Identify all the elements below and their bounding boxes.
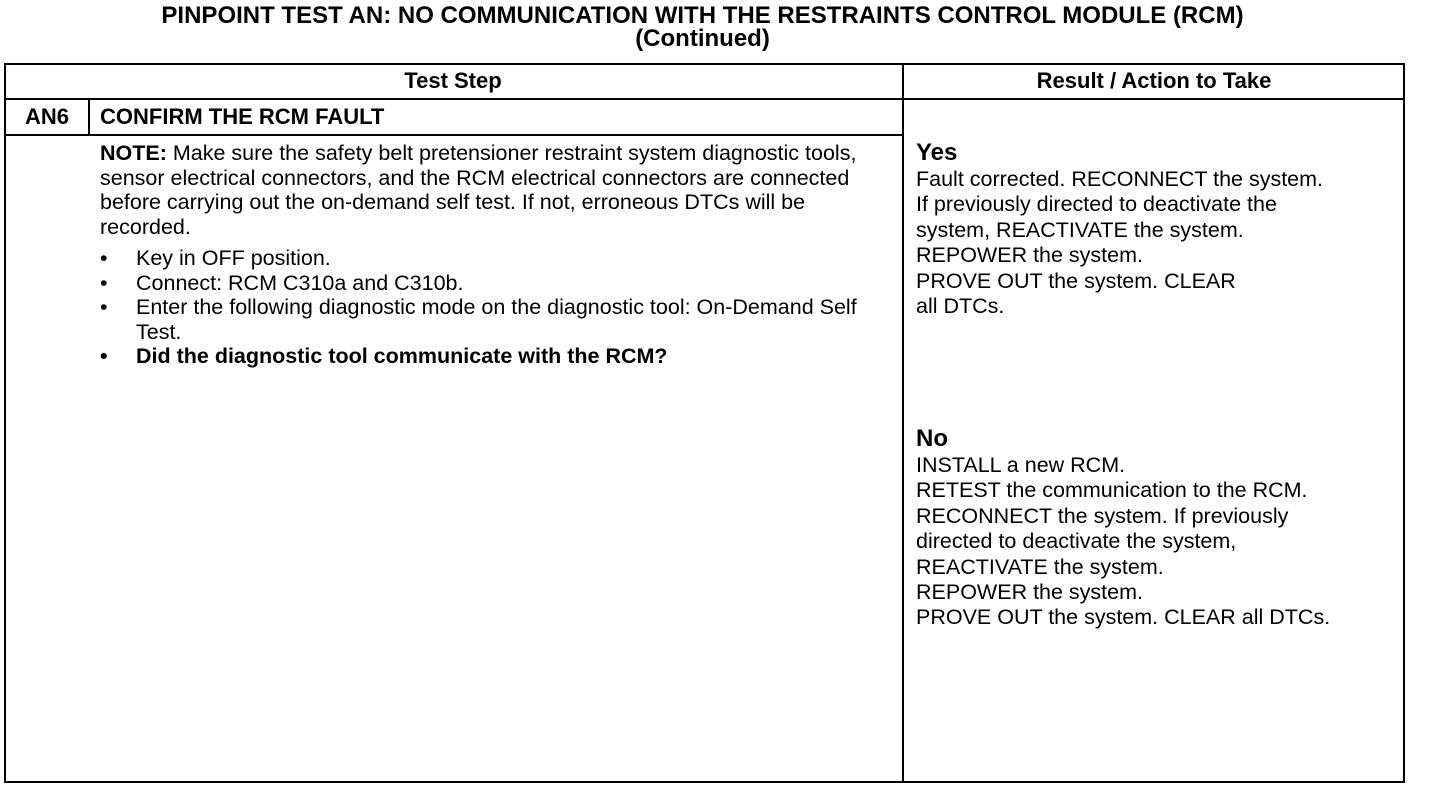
result-header: Result / Action to Take [1036, 68, 1272, 93]
list-item [100, 295, 890, 344]
list-item: If previously directed to deactivate the [916, 192, 1277, 217]
page-subtitle: (Continued) [635, 25, 770, 52]
result-no-lines [916, 453, 1402, 631]
note-label: NOTE: [100, 141, 167, 165]
step-title-divider [4, 134, 903, 136]
step-title: CONFIRM THE RCM FAULT [100, 104, 385, 129]
list-item: Fault corrected. RECONNECT the system. [916, 167, 1324, 191]
list-item: all DTCs. [916, 294, 1005, 319]
bullet-text: Enter the following diagnostic mode on the diagnostic tool: On-Demand Self Test. [136, 295, 857, 344]
list-item: RECONNECT the system. If previously [916, 503, 1289, 528]
bullet-text: Key in OFF position. [136, 246, 331, 270]
list-item: REPOWER the system. [916, 580, 1143, 605]
list-item: REACTIVATE the system. [916, 554, 1164, 579]
result-yes-label: Yes [916, 139, 958, 166]
list-item: PROVE OUT the system. CLEAR [916, 268, 1236, 293]
result-no [916, 425, 1402, 631]
result-yes [916, 139, 1402, 319]
bullet-text: Did the diagnostic tool communicate with the RCM? [136, 344, 668, 369]
bullet-icon: • [100, 344, 108, 369]
list-item: directed to deactivate the system, [916, 529, 1237, 554]
list-item: system, REACTIVATE the system. [916, 217, 1244, 242]
step-bullet-list [100, 246, 890, 369]
result-no-label: No [916, 425, 948, 452]
test-step-header: Test Step [404, 68, 502, 93]
note-text: Make sure the safety belt pretensioner restraint system diagnostic tools, sensor electrical connectors, and the RCM electrical connectors are connected before carrying out the on-demand self test. If not, erroneous DTCs will be recorded. [100, 141, 857, 239]
bullet-icon: • [100, 270, 108, 295]
result-yes-lines [916, 167, 1402, 319]
bullet-text: Connect: RCM C310a and C310b. [136, 270, 464, 295]
column-divider [902, 63, 904, 783]
bullet-icon: • [100, 246, 108, 270]
list-item: RETEST the communication to the RCM. [916, 478, 1308, 503]
note-paragraph [100, 141, 880, 239]
list-item: INSTALL a new RCM. [916, 453, 1126, 477]
bullet-icon: • [100, 295, 108, 320]
step-id: AN6 [24, 104, 69, 129]
list-item [100, 271, 890, 296]
list-item [100, 246, 890, 271]
list-item: PROVE OUT the system. CLEAR all DTCs. [916, 605, 1331, 630]
header-divider [4, 98, 1405, 100]
list-item: REPOWER the system. [916, 243, 1143, 268]
list-item [100, 344, 890, 369]
page-title: PINPOINT TEST AN: NO COMMUNICATION WITH THE RESTRAINTS CONTROL MODULE (RCM) [161, 2, 1244, 29]
step-id-divider [88, 98, 90, 135]
